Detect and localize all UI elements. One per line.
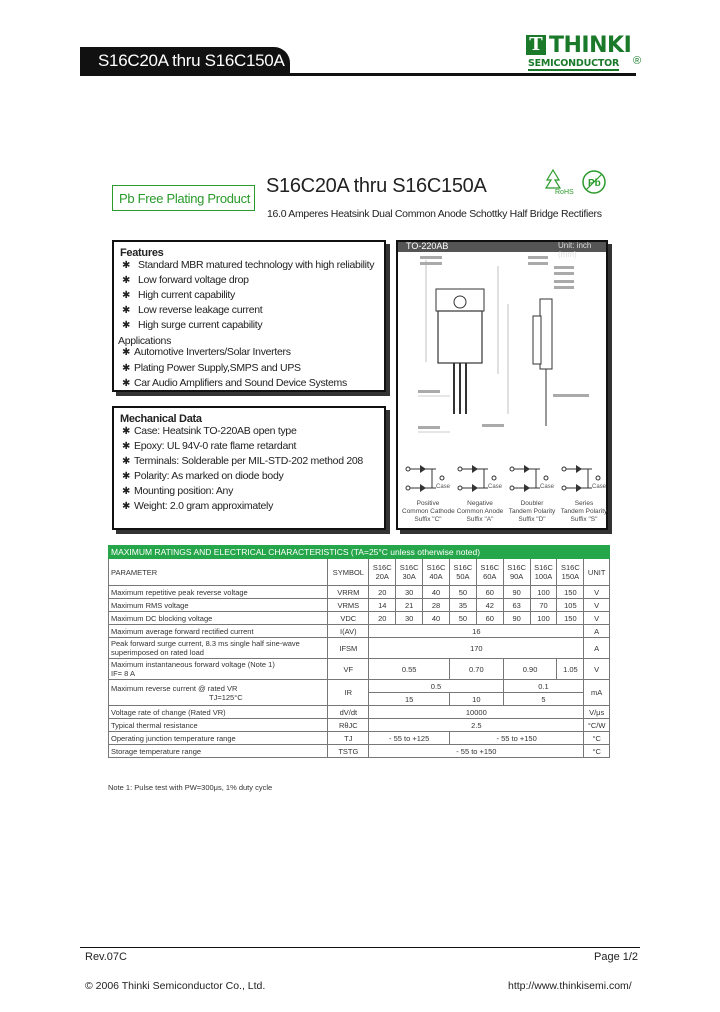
bullet-icon: ✱	[122, 501, 131, 512]
table-row	[109, 612, 610, 625]
condition-line: TJ=125°C	[209, 692, 243, 702]
config-suffix-0	[402, 464, 454, 526]
col-part	[530, 559, 557, 586]
table-cell: Operating junction temperature range	[109, 732, 328, 745]
table-title: MAXIMUM RATINGS AND ELECTRICAL CHARACTERISTICS (TA=25°C unless otherwise noted)	[109, 546, 610, 559]
logo-name: THINKI	[549, 33, 632, 58]
config-suffix-2	[506, 464, 558, 526]
logo-registered-mark: ®	[633, 55, 642, 67]
table-cell: 50	[449, 612, 476, 625]
config-label-line1: Negative	[467, 500, 493, 507]
table-cell: 0.1	[503, 680, 584, 693]
col-part	[369, 559, 396, 586]
table-title-row	[109, 546, 610, 559]
table-cell: 63	[503, 599, 530, 612]
table-cell: Maximum RMS voltage	[109, 599, 328, 612]
config-label-line3: Suffix "A"	[466, 516, 494, 523]
header-title: S16C20A thru S16C150A	[98, 51, 285, 70]
config-suffix-3	[558, 464, 610, 526]
bullet-icon: ✱	[122, 471, 131, 482]
table-cell: 16	[369, 625, 584, 638]
mechanical-item: Case: Heatsink TO-220AB open type	[134, 425, 297, 437]
table-cell: 14	[369, 599, 396, 612]
table-cell: 10000	[369, 706, 584, 719]
table-cell	[109, 638, 328, 659]
table-cell: 60	[476, 612, 503, 625]
table-cell: 50	[449, 586, 476, 599]
table-cell: 100	[530, 612, 557, 625]
part-prefix: S16C	[507, 563, 527, 572]
table-cell: 0.90	[503, 659, 557, 680]
table-cell: 20	[369, 586, 396, 599]
table-cell: 5	[503, 693, 584, 706]
rohs-icon	[543, 168, 575, 196]
config-label-line2: Tandem Polarity	[560, 508, 608, 515]
part-prefix: S16C	[480, 563, 500, 572]
rohs-label: RoHS	[555, 189, 574, 196]
case-label: Case	[592, 484, 607, 490]
part-suffix: 40A	[429, 572, 443, 581]
table-cell: 21	[396, 599, 423, 612]
col-part	[396, 559, 423, 586]
table-cell: A	[584, 638, 610, 659]
table-cell: 15	[369, 693, 450, 706]
table-cell: V	[584, 586, 610, 599]
part-prefix: S16C	[561, 563, 580, 572]
table-cell: 30	[396, 612, 423, 625]
table-cell: Maximum DC blocking voltage	[109, 612, 328, 625]
table-cell: 2.5	[369, 719, 584, 732]
table-cell: 0.5	[369, 680, 503, 693]
application-item: Automotive Inverters/Solar Inverters	[134, 346, 291, 358]
applications-title: Applications	[118, 335, 172, 347]
param-line: Maximum reverse current @ rated VR	[111, 683, 238, 693]
package-drawing-box	[396, 240, 608, 530]
table-cell: °C/W	[584, 719, 610, 732]
table-cell: A	[584, 625, 610, 638]
table-row	[109, 659, 610, 680]
copyright: © 2006 Thinki Semiconductor Co., Ltd.	[85, 980, 266, 992]
mechanical-item: Polarity: As marked on diode body	[134, 470, 284, 482]
table-cell: 170	[369, 638, 584, 659]
table-cell: 150	[557, 586, 584, 599]
product-title: S16C20A thru S16C150A	[266, 175, 487, 197]
table-cell: 40	[423, 586, 450, 599]
ratings-table	[108, 545, 610, 758]
config-label-line1: Positive	[416, 500, 440, 507]
table-cell: 105	[557, 599, 584, 612]
part-suffix: 30A	[402, 572, 416, 581]
mechanical-item: Terminals: Solderable per MIL-STD-202 method 208	[134, 455, 363, 467]
bullet-icon: ✱	[122, 441, 131, 452]
col-part	[557, 559, 584, 586]
table-note: Note 1: Pulse test with PW=300μs, 1% duty cycle	[108, 783, 273, 792]
feature-item: Standard MBR matured technology with high reliability	[138, 259, 375, 271]
bullet-icon: ✱	[122, 290, 131, 301]
param-line: Peak forward surge current, 8.3 ms single half sine-wave	[111, 639, 300, 648]
table-cell: - 55 to +125	[369, 732, 450, 745]
application-item: Plating Power Supply,SMPS and UPS	[134, 361, 301, 374]
part-prefix: S16C	[426, 563, 446, 572]
part-prefix: S16C	[399, 563, 419, 572]
table-cell: °C	[584, 745, 610, 758]
features-box	[112, 240, 386, 392]
table-cell: 10	[449, 693, 503, 706]
table-row	[109, 586, 610, 599]
table-cell: RθJC	[328, 719, 369, 732]
part-suffix: 150A	[561, 572, 580, 581]
table-row	[109, 599, 610, 612]
part-suffix: 60A	[483, 572, 497, 581]
bullet-icon: ✱	[122, 362, 131, 374]
param-line: Maximum instantaneous forward voltage (Note 1)	[111, 660, 275, 669]
mechanical-item: Weight: 2.0 gram approximately	[134, 500, 274, 512]
bullet-icon: ✱	[122, 486, 131, 497]
config-label-line3: Suffix "D"	[518, 516, 546, 523]
bullet-icon: ✱	[122, 426, 131, 437]
table-cell: 90	[503, 586, 530, 599]
config-label-line3: Suffix "C"	[414, 516, 442, 523]
bullet-icon: ✱	[122, 378, 131, 389]
bullet-icon: ✱	[122, 320, 131, 331]
feature-item: Low reverse leakage current	[138, 304, 263, 316]
part-suffix: 90A	[509, 572, 524, 581]
bullet-icon: ✱	[122, 456, 131, 467]
col-part	[449, 559, 476, 586]
logo-mark: T	[526, 35, 546, 55]
part-suffix: 100A	[534, 572, 553, 581]
table-cell: TJ	[328, 732, 369, 745]
table-cell: VRRM	[328, 586, 369, 599]
table-cell: VF	[328, 659, 369, 680]
table-cell: dV/dt	[328, 706, 369, 719]
revision: Rev.07C	[85, 951, 127, 963]
header-title-tab	[80, 47, 290, 73]
table-cell: Typical thermal resistance	[109, 719, 328, 732]
part-prefix: S16C	[372, 563, 392, 572]
table-cell: - 55 to +150	[449, 732, 583, 745]
col-symbol: SYMBOL	[328, 559, 369, 586]
application-item: Car Audio Amplifiers and Sound Device Systems	[134, 377, 347, 389]
table-row	[109, 680, 610, 693]
table-cell: V	[584, 612, 610, 625]
table-cell: 42	[476, 599, 503, 612]
part-suffix: 50A	[456, 572, 470, 581]
footer-rule	[80, 947, 640, 948]
table-cell: 60	[476, 586, 503, 599]
table-row	[109, 638, 610, 659]
case-label: Case	[436, 484, 451, 490]
config-label-line2: Common Cathode	[402, 508, 455, 515]
package-name: TO-220AB	[406, 241, 449, 251]
table-cell: 30	[396, 586, 423, 599]
table-cell: 90	[503, 612, 530, 625]
bullet-icon: ✱	[122, 275, 131, 286]
table-row	[109, 745, 610, 758]
table-cell: °C	[584, 732, 610, 745]
table-cell: 150	[557, 612, 584, 625]
table-cell: 20	[369, 612, 396, 625]
table-cell: 1.05	[557, 659, 584, 680]
table-cell: 40	[423, 612, 450, 625]
table-row	[109, 706, 610, 719]
config-label-line2: Common Anode	[456, 508, 504, 515]
param-line: superimposed on rated load	[111, 648, 204, 657]
features-title: Features	[120, 247, 164, 259]
table-cell: V	[584, 659, 610, 680]
feature-item: High current capability	[138, 289, 235, 301]
part-prefix: S16C	[453, 563, 473, 572]
table-cell: IFSM	[328, 638, 369, 659]
table-cell: 0.70	[449, 659, 503, 680]
bullet-icon: ✱	[122, 347, 131, 358]
table-cell	[109, 659, 328, 680]
table-cell: V/μs	[584, 706, 610, 719]
table-row	[109, 625, 610, 638]
table-cell: Voltage rate of change (Rated VR)	[109, 706, 328, 719]
table-cell: 100	[530, 586, 557, 599]
table-cell: I(AV)	[328, 625, 369, 638]
pb-free-badge	[112, 185, 255, 211]
table-cell: VRMS	[328, 599, 369, 612]
table-row	[109, 719, 610, 732]
config-label-line1: Doubler	[520, 500, 544, 507]
case-label: Case	[540, 484, 555, 490]
config-suffix-1	[454, 464, 506, 526]
config-label-line1: Series	[574, 500, 594, 507]
company-logo	[526, 33, 646, 75]
table-cell: VDC	[328, 612, 369, 625]
mechanical-item: Epoxy: UL 94V-0 rate flame retardant	[134, 440, 297, 452]
part-prefix: S16C	[534, 563, 553, 572]
case-label: Case	[488, 484, 503, 490]
config-label-line3: Suffix "S"	[570, 516, 598, 523]
col-unit: UNIT	[584, 559, 610, 586]
table-cell: mA	[584, 680, 610, 706]
col-part	[423, 559, 450, 586]
feature-item: High surge current capability	[138, 319, 263, 331]
pb-free-label: Pb Free Plating Product	[119, 191, 251, 206]
company-url[interactable]: http://www.thinkisemi.com/	[508, 980, 632, 992]
table-cell: IR	[328, 680, 369, 706]
col-part	[503, 559, 530, 586]
package-unit: Unit: inch (mm)	[558, 241, 592, 259]
table-cell: 35	[449, 599, 476, 612]
col-part	[476, 559, 503, 586]
mechanical-box	[112, 406, 386, 530]
page-number: Page 1/2	[594, 951, 639, 963]
pb-free-icon	[580, 168, 608, 196]
table-cell: 0.55	[369, 659, 450, 680]
table-cell: - 55 to +150	[369, 745, 584, 758]
col-parameter: PARAMETER	[109, 559, 328, 586]
pb-label: Pb	[588, 178, 601, 189]
part-suffix: 20A	[375, 572, 389, 581]
product-subtitle: 16.0 Amperes Heatsink Dual Common Anode Schottky Half Bridge Rectifiers	[267, 208, 602, 220]
table-cell: Maximum average forward rectified current	[109, 625, 328, 638]
table-cell: TSTG	[328, 745, 369, 758]
table-cell: 70	[530, 599, 557, 612]
mechanical-title: Mechanical Data	[120, 413, 202, 425]
table-cell	[109, 680, 328, 706]
table-cell: Storage temperature range	[109, 745, 328, 758]
feature-item: Low forward voltage drop	[138, 274, 249, 286]
table-cell: Maximum repetitive peak reverse voltage	[109, 586, 328, 599]
table-cell: V	[584, 599, 610, 612]
table-row	[109, 732, 610, 745]
bullet-icon: ✱	[122, 305, 131, 316]
config-label-line2: Tandem Polarity	[508, 508, 556, 515]
table-header-row	[109, 559, 610, 586]
logo-subtitle: SEMICONDUCTOR	[528, 58, 620, 69]
param-line: IF= 8 A	[111, 669, 135, 678]
table-cell: 28	[423, 599, 450, 612]
bullet-icon: ✱	[122, 260, 131, 271]
mechanical-item: Mounting position: Any	[134, 485, 234, 497]
